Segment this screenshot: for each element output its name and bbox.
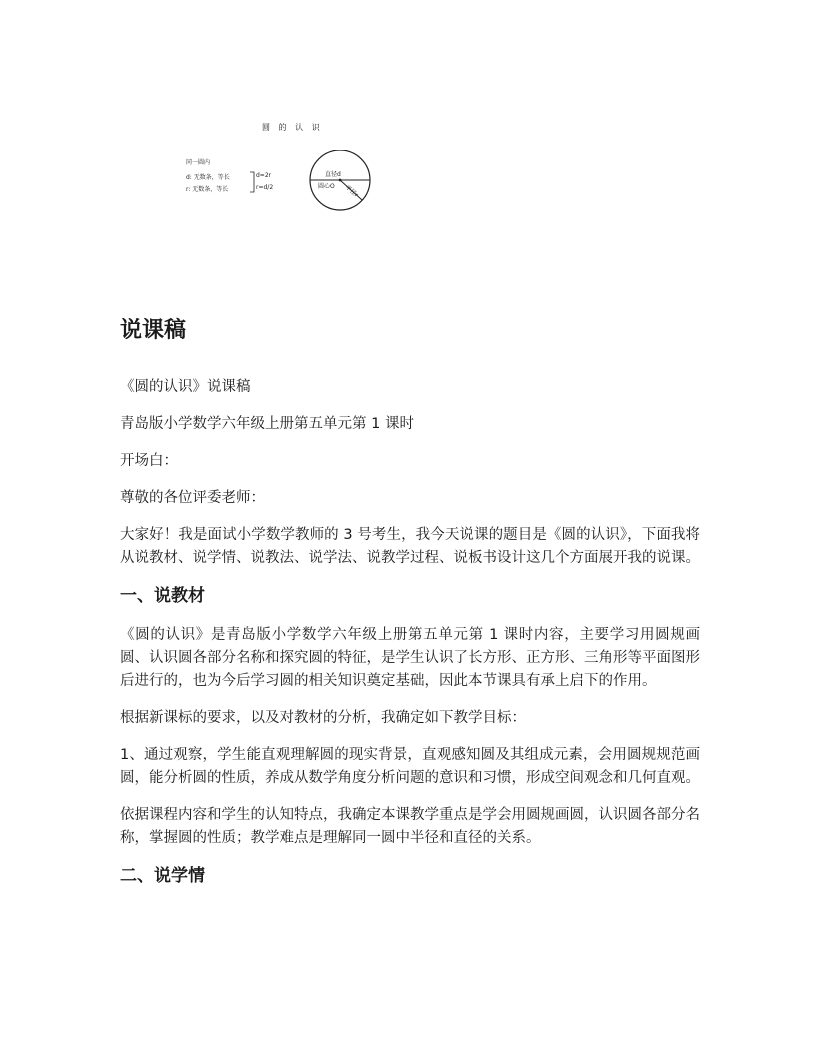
circle-label-center: 圆心O xyxy=(318,183,335,190)
document-body xyxy=(120,316,700,904)
lesson-source: 青岛版小学数学六年级上册第五单元第 1 课时 xyxy=(120,416,414,432)
lesson-title: 《圆的认识》说课稿 xyxy=(120,379,251,395)
section-heading-students: 二、说学情 xyxy=(120,866,205,886)
intro-paragraph: 大家好！我是面试小学数学教师的 3 号考生，我今天说课的题目是《圆的认识》，下面我将从说教材、说学情、说教法、说学法、说教学过程、说板书设计这几个方面展开我的说课。 xyxy=(120,527,700,566)
figure-line-radius: r: 无数条，等长 xyxy=(186,186,229,193)
circle-label-radius: 半径r xyxy=(343,183,360,199)
textbook-paragraph: 《圆的认识》是青岛版小学数学六年级上册第五单元第 1 课时内容，主要学习用圆规画圆、认识圆各部分名称和探究圆的特征，是学生认识了长方形、正方形、三角形等平面图形后进行的，也为今后学习圆的相关知识奠定基础，因此本节课具有承上启下的作用。 xyxy=(120,627,700,689)
opening-label: 开场白： xyxy=(120,453,178,469)
objective-1: 1、通过观察，学生能直观理解圆的现实背景，直观感知圆及其组成元素，会用圆规规范画圆，能分析圆的性质，养成从数学角度分析问题的意识和习惯，形成空间观念和几何直观。 xyxy=(120,747,700,786)
figure-formula-r: r=d/2 xyxy=(256,184,274,191)
circle-label-diameter: 直径d xyxy=(325,171,341,178)
figure-title: 圆 的 认 识 xyxy=(262,123,323,132)
greeting: 尊敬的各位评委老师： xyxy=(120,490,265,506)
section-heading-textbook: 一、说教材 xyxy=(120,586,205,606)
page-title: 说课稿 xyxy=(120,318,187,343)
figure-formula-d: d=2r xyxy=(256,172,272,179)
objectives-intro: 根据新课标的要求，以及对教材的分析，我确定如下教学目标： xyxy=(120,710,526,726)
figure-line-same-circle: 同一圆内 xyxy=(186,159,211,166)
figure-line-diameter: d: 无数条，等长 xyxy=(186,174,230,181)
key-points-paragraph: 依据课程内容和学生的认知特点，我确定本课教学重点是学会用圆规画圆，认识圆各部分名称，掌握圆的性质；教学难点是理解同一圆中半径和直径的关系。 xyxy=(120,807,700,846)
bracket-icon xyxy=(250,172,254,192)
